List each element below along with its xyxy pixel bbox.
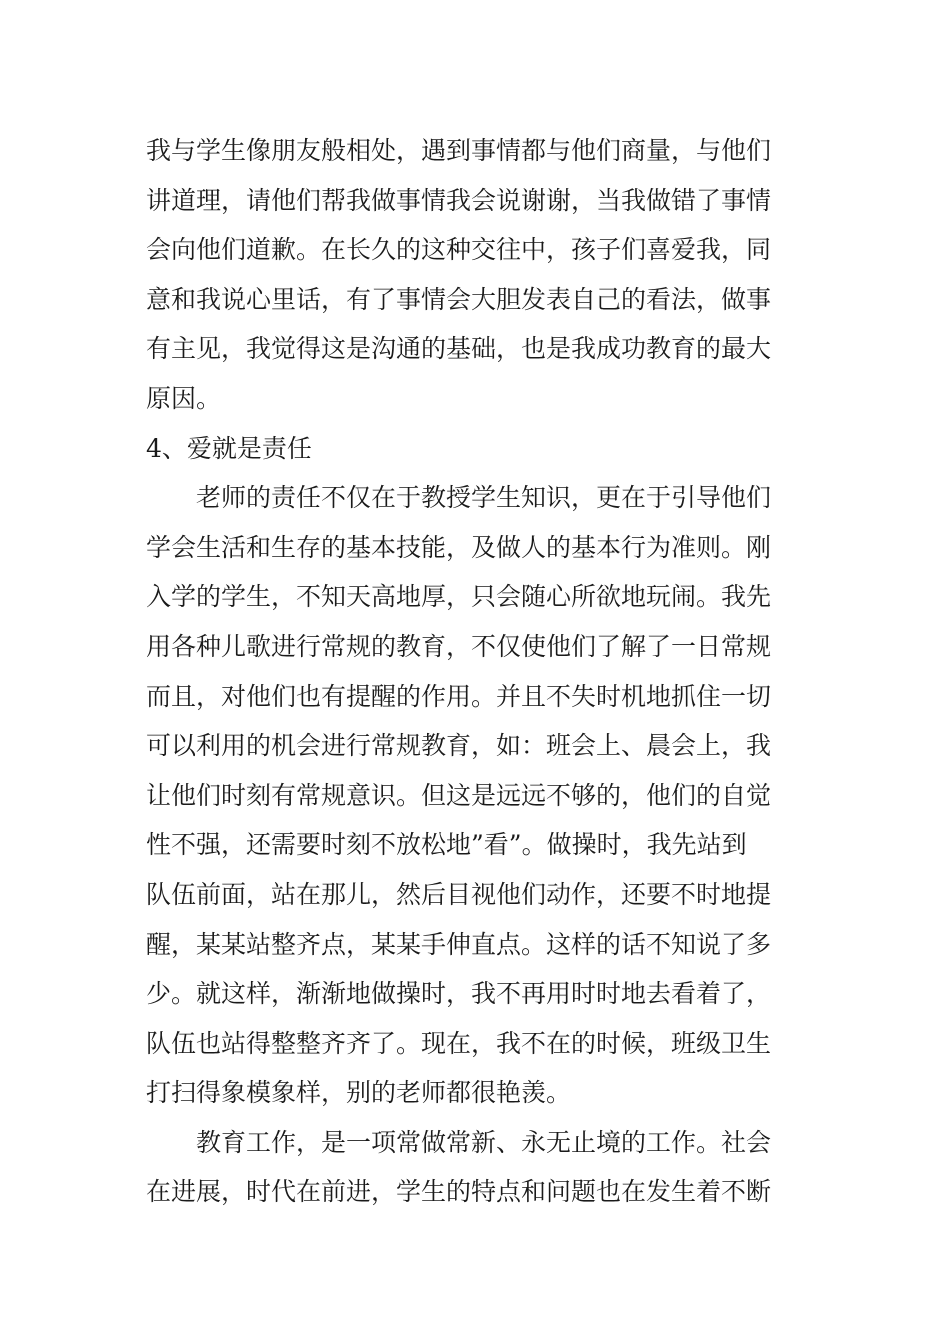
- text-line: 打扫得象模象样，别的老师都很艳羡。: [146, 1078, 572, 1108]
- text-line: 意和我说心里话，有了事情会大胆发表自己的看法，做事: [146, 284, 772, 314]
- text-line: 队伍前面，站在那儿，然后目视他们动作，还要不时地提: [146, 879, 772, 909]
- text-line: 教育工作，是一项常做常新、永无止境的工作。社会: [196, 1127, 772, 1157]
- text-line: 让他们时刻有常规意识。但这是远远不够的，他们的自觉: [146, 780, 772, 810]
- text-line: 而且，对他们也有提醒的作用。并且不失时机地抓住一切: [146, 681, 772, 711]
- text-line: 我与学生像朋友般相处，遇到事情都与他们商量，与他们: [146, 136, 772, 165]
- text-line: 少。就这样，渐渐地做操时，我不再用时时地去看着了，: [146, 979, 772, 1009]
- text-line: 性不强，还需要时刻不放松地”看”。做操时，我先站到: [146, 830, 747, 860]
- text-line: 讲道理，请他们帮我做事情我会说谢谢，当我做错了事情: [146, 185, 772, 215]
- heading-text: 4、爱就是责任: [146, 433, 312, 463]
- text-line: 入学的学生，不知天高地厚，只会随心所欲地玩闹。我先: [146, 582, 772, 612]
- text-line: 队伍也站得整整齐齐了。现在，我不在的时候，班级卫生: [146, 1028, 772, 1058]
- paragraph-2: [146, 473, 806, 1118]
- paragraph-3: [146, 1118, 806, 1217]
- document-body: [146, 126, 806, 1217]
- section-heading: [146, 424, 806, 474]
- text-line: 可以利用的机会进行常规教育，如：班会上、晨会上，我: [146, 731, 772, 761]
- text-line: 会向他们道歉。在长久的这种交往中，孩子们喜爱我，同: [146, 235, 772, 265]
- text-line: 有主见，我觉得这是沟通的基础，也是我成功教育的最大: [146, 334, 772, 364]
- text-line: 老师的责任不仅在于教授学生知识，更在于引导他们: [196, 483, 772, 513]
- text-line: 学会生活和生存的基本技能，及做人的基本行为准则。刚: [146, 532, 772, 562]
- text-line: 原因。: [146, 383, 222, 413]
- paragraph-1: [146, 126, 806, 424]
- text-line: 在进展，时代在前进，学生的特点和问题也在发生着不断: [146, 1177, 772, 1207]
- text-line: 用各种儿歌进行常规的教育，不仅使他们了解了一日常规: [146, 631, 772, 661]
- text-line: 醒，某某站整齐点，某某手伸直点。这样的话不知说了多: [146, 929, 772, 959]
